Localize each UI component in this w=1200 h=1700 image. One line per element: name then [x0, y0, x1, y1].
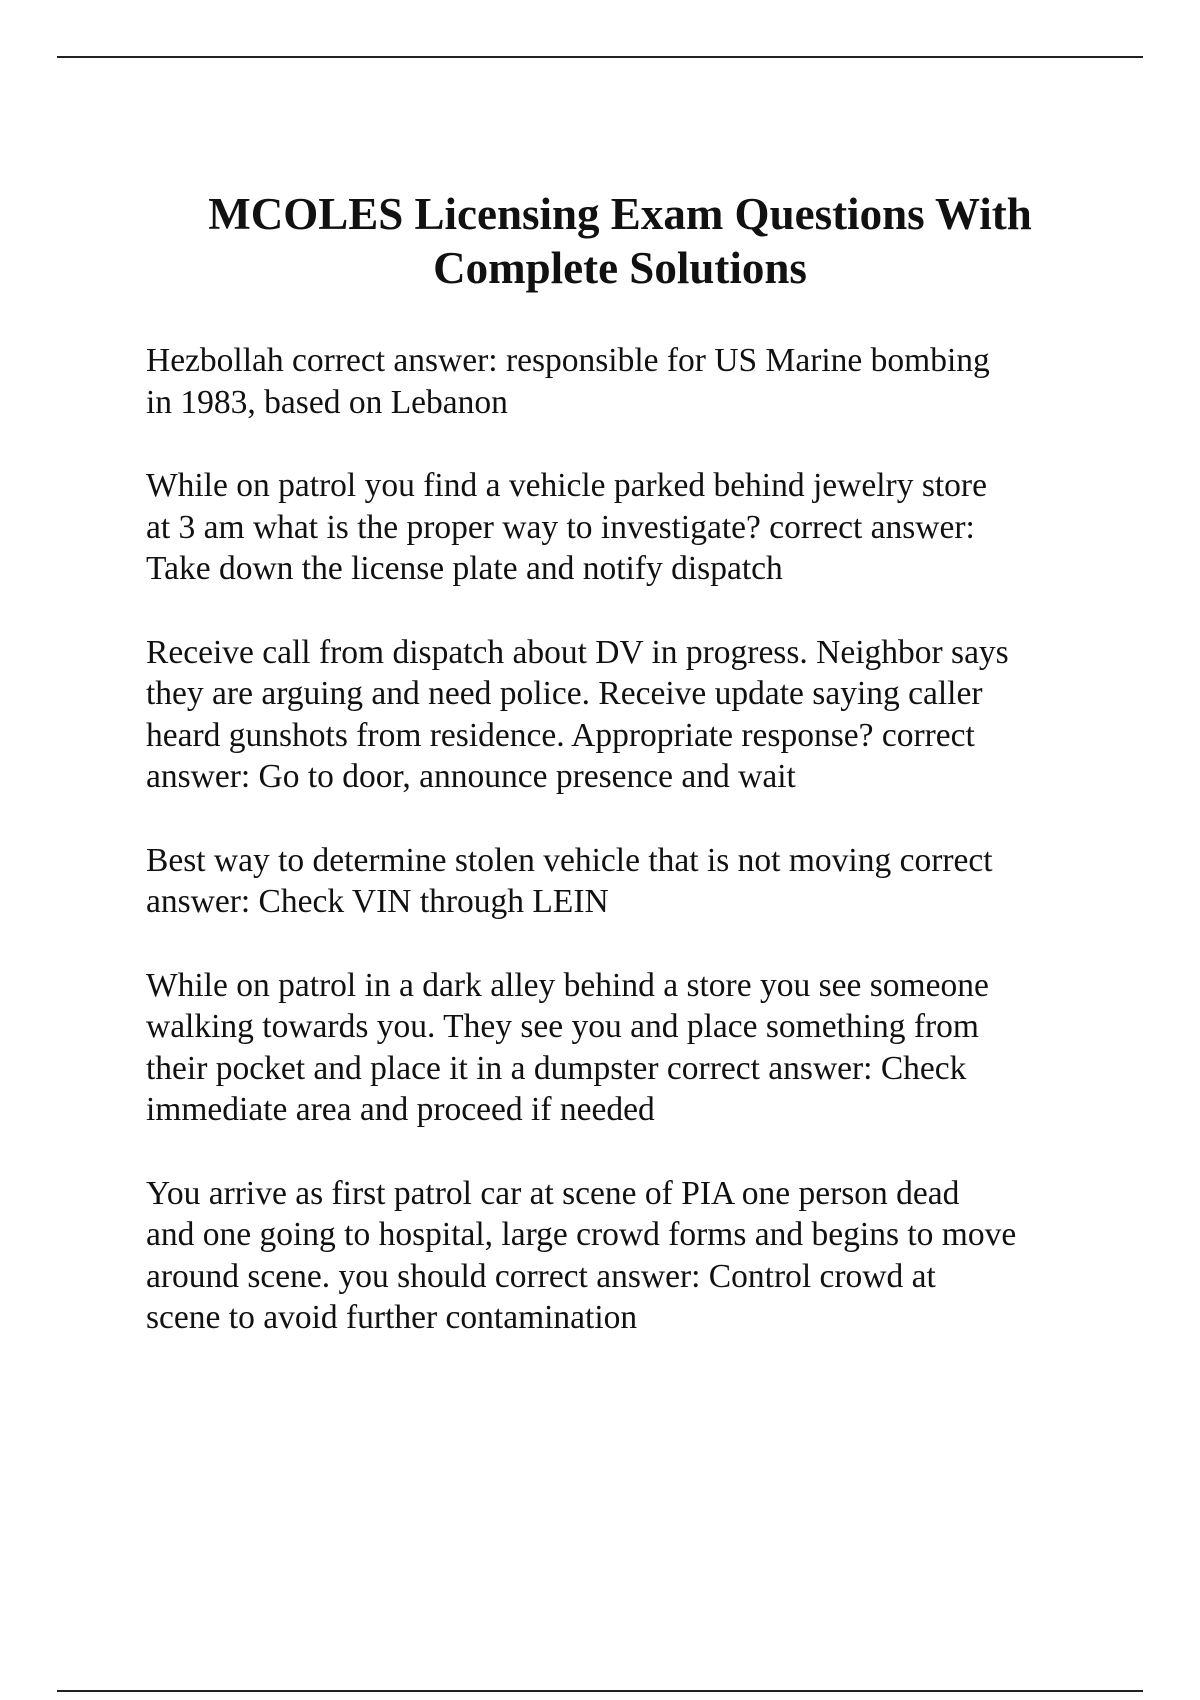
title-line-2: Complete Solutions [433, 243, 807, 293]
entry-line: and one going to hospital, large crowd forms and begins to move [146, 1216, 1017, 1253]
entry-line: scene to avoid further contamination [146, 1299, 638, 1336]
title-line-1: MCOLES Licensing Exam Questions With [208, 189, 1032, 239]
page-title [100, 187, 1140, 295]
entry-line: their pocket and place it in a dumpster correct answer: Check [146, 1049, 967, 1087]
question-entry-stolen-vehicle [146, 840, 1106, 923]
entry-line: answer: Go to door, announce presence and wait [146, 758, 796, 795]
question-entry-dv-call [146, 632, 1106, 798]
entry-line: heard gunshots from residence. Appropriate response? correct [146, 716, 975, 754]
question-entry-pia-scene [146, 1173, 1106, 1339]
entry-line: they are arguing and need police. Receive update saying caller [146, 675, 983, 712]
entry-line: While on patrol you find a vehicle parked behind jewelry store [146, 467, 987, 504]
question-entry-dark-alley [146, 965, 1106, 1131]
entry-line: Receive call from dispatch about DV in progress. Neighbor says [146, 633, 1009, 671]
question-entry-jewelry-store [146, 465, 1106, 590]
entry-line: walking towards you. They see you and place something from [146, 1008, 979, 1045]
entry-line: around scene. you should correct answer: Control crowd at [146, 1257, 936, 1295]
entry-line: at 3 am what is the proper way to investigate? correct answer: [146, 508, 975, 546]
question-entry-hezbollah [146, 340, 1106, 423]
entry-line: answer: Check VIN through LEIN [146, 883, 609, 920]
top-divider [57, 56, 1143, 58]
question-list [146, 340, 1106, 1381]
entry-line: Best way to determine stolen vehicle that is not moving correct [146, 841, 993, 879]
entry-line: While on patrol in a dark alley behind a store you see someone [146, 966, 989, 1004]
entry-line: immediate area and proceed if needed [146, 1091, 655, 1128]
entry-line: in 1983, based on Lebanon [146, 383, 508, 421]
bottom-divider [57, 1690, 1143, 1692]
entry-line: Take down the license plate and notify dispatch [146, 550, 783, 587]
entry-line: Hezbollah correct answer: responsible for US Marine bombing [146, 342, 990, 379]
entry-line: You arrive as first patrol car at scene of PIA one person dead [146, 1174, 960, 1212]
